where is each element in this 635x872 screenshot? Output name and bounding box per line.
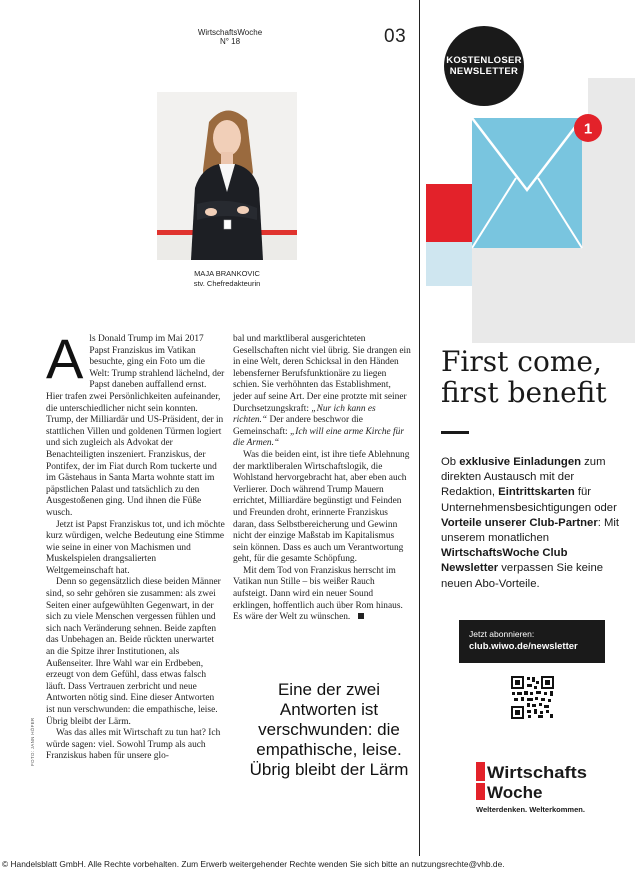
article-paragraph: Jetzt ist Papst Franziskus tot, und ich möchte kurz würdigen, welche Bedeutung eine Stimme wie seine in einer von Machismen und Muskelspielen drangsalierten Weltgemeinschaft hat. <box>46 519 225 576</box>
article-paragraph: Denn so gegensätzlich diese beiden Männer sind, so sehr gehören sie zusammen: als zwei Seiten einer aufgewühlten Gegenwart, in der sich zu viele Menschen vergessen fühlen und sich nach Veränderung sehnen. Beide zapften das Unbehagen an. Beide rückten unerwartet an die Spitze ihrer Institutionen, als Außenseiter. Ihre Wahl war ein Erdbeben, erzeugt von dem Gefühl, dass etwas falsch läuft. Dass Vertrauen zerbricht und neue Antworten nötig sind. Eine dieser Antworten ist nun verschwunden: die empathische, leise. Übrig bleibt der Lärm. <box>46 577 221 727</box>
author-portrait <box>157 92 297 260</box>
envelope-graphic <box>420 78 635 343</box>
notification-count: 1 <box>583 120 593 138</box>
ad-heading <box>441 346 631 408</box>
article-paragraph: Mit dem Tod von Franziskus herrscht im Vatikan nun Stille – bis weißer Rauch aufsteigt. Dann wird ein neuer Sound erklingen, hoffentlich auch über Rom hinaus. Es wäre der Welt zu wünschen. <box>233 565 403 623</box>
masthead-issue: N° 18 <box>219 37 241 46</box>
end-mark <box>358 613 364 619</box>
light-blue-block <box>426 242 472 286</box>
ad-heading-line-2: first benefit <box>441 376 607 409</box>
article-paragraph: Als Donald Trump im Mai 2017 Papst Franziskus im Vatikan besuchte, ging ein Foto um die Welt: Trump strahlend lächelnd, der Papst daneben auffallend ernst. Hier trafen zwei Persönlichkeiten aufeinander, die unterschiedlicher nicht sein konnten. Trump, der Milliardär und US-Präsident, der in stattlichen Villen und goldenen Türmen logiert und sich zugleich als Advokat der Benachteiligten inszeniert. Franziskus, der Pontifex, der im Fiat durch Rom tuckerte und im Gästehaus in Santa Marta wohnte statt im päpstlichen Palast und tatsächlich zu den Ausgestoßenen ging. Und ihnen die Füße wusch. <box>46 327 225 518</box>
cta-label: Jetzt abonnieren: <box>469 629 535 639</box>
newsletter-link[interactable]: club.wiwo.de/newsletter <box>469 641 578 652</box>
pull-quote: Eine der zwei Antworten ist verschwunden: die empathische, leise. Übrig bleibt der Lärm <box>249 680 409 779</box>
badge-line-2: NEWSLETTER <box>449 66 519 77</box>
author-role: stv. Chefredakteurin <box>193 278 261 288</box>
dropcap: A <box>46 327 84 390</box>
author-name: MAJA BRANKOVIC <box>194 269 260 278</box>
qr-code[interactable] <box>510 675 555 720</box>
copyright-footer: © Handelsblatt GmbH. Alle Rechte vorbehalten. Zum Erwerb weitergehender Rechte wenden Sie sich bitte an nutzungsrechte@vhb.de. <box>2 859 505 869</box>
article-paragraph: bal und marktliberal ausgerichteten Gesellschaften nicht viel übrig. Sie drangen ein in eine Welt, deren Schicksal in den Händen lebensferner Berufsfunktionäre zu liegen schien. Sie verhöhnten das Establishment, jeder auf seine Art. Der eine protzte mit seiner Durchsetzungskraft: „Nur ich kann es richten.“ Der andere beschwor die Gemeinschaft: „Ich will eine arme Kirche für die Armen.“ <box>233 334 411 449</box>
quote-trump: „Nur ich kann es richten.“ <box>233 403 376 426</box>
photo-credit: FOTO: JANN HÖFER <box>30 717 35 766</box>
subscribe-cta[interactable] <box>459 620 605 663</box>
envelope-icon <box>472 118 582 248</box>
article-paragraph: Was das alles mit Wirtschaft zu tun hat? Ich würde sagen: viel. Sowohl Trump als auch Franziskus haben für unsere glo- <box>46 728 221 762</box>
masthead-title: WirtschaftsWoche <box>197 28 263 37</box>
ad-body: Ob exklusive Einladungen zum direkten Austausch mit der Redaktion, Eintrittskarten für Unternehmensbesichtigungen oder Vorteile unserer Club-Partner: Mit unserem monatlichen WirtschaftsWoche Club Newsletter verpassen Sie keine neuen Abo-Vorteile. <box>441 456 620 590</box>
ad-rule <box>441 431 469 434</box>
portrait-caption <box>157 269 297 288</box>
masthead <box>190 28 270 46</box>
ad-heading-line-1: First come, <box>441 345 602 378</box>
article-column-2 <box>233 334 411 624</box>
badge-line-1: KOSTENLOSER <box>446 55 522 66</box>
article-column-1 <box>46 327 225 763</box>
page-number: 03 <box>384 26 407 47</box>
quote-franziskus: „Ich will eine arme Kirche für die Armen.“ <box>233 426 404 449</box>
grey-block <box>588 78 635 118</box>
logo-line-1: Wirtschafts <box>487 763 587 782</box>
logo-tagline: Welterdenken. Welterkommen. <box>476 805 585 814</box>
logo-line-2: Woche <box>487 783 543 802</box>
portrait-illustration <box>157 92 297 260</box>
red-block <box>426 184 472 242</box>
article-paragraph: Was die beiden eint, ist ihre tiefe Ablehnung der marktliberalen Wirtschaftslogik, die Wohlstand hervorgebracht hat, aber eben auch Verlierer. Doch während Trump Mauern errichtet, Milliardäre begünstigt und Feinden und Freunden droht, erinnerte Franziskus daran, dass Selbstbereicherung und Gewinn nicht der einzige Maßstab im Kapitalismus sein können. Dass es auch um Verantwortung geht, für die gesamte Schöpfung. <box>233 449 410 565</box>
